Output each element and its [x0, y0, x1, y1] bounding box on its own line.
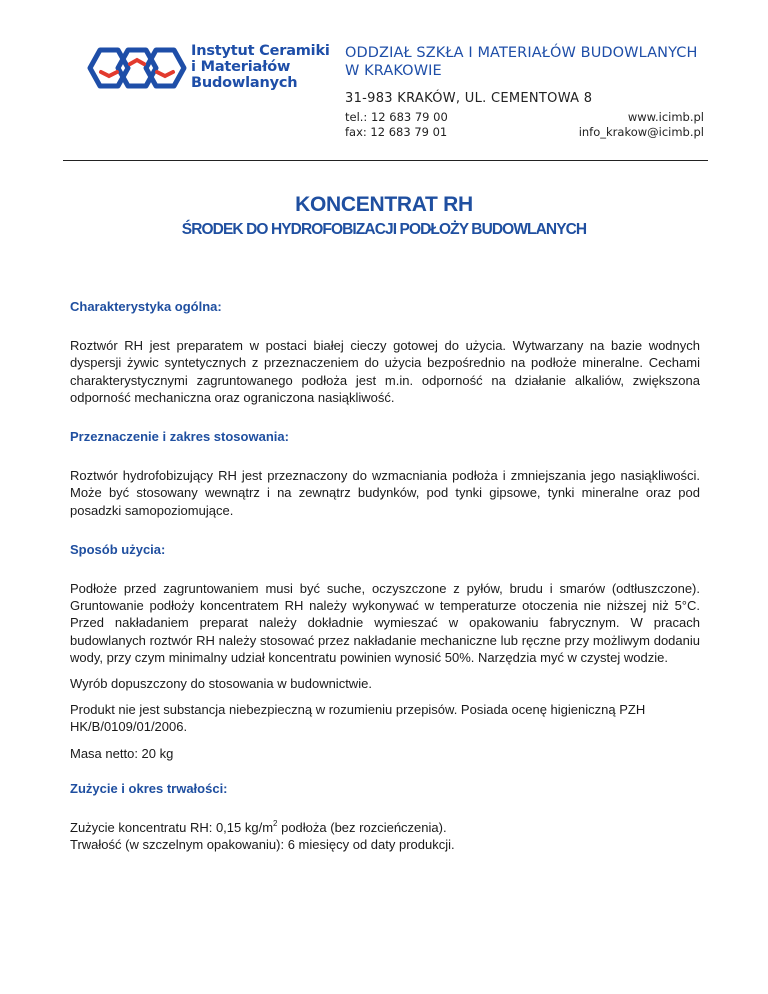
branch-name-line: ODDZIAŁ SZKŁA I MATERIAŁÓW BUDOWLANYCH: [345, 45, 698, 61]
header-divider: [63, 160, 708, 161]
institute-logo-icon: [84, 42, 188, 94]
safety-paragraph: Produkt nie jest substancja niebezpieczną w rozumieniu przepisów. Posiada ocenę higieniczną PZH HK/B/0109/01/2006.: [70, 702, 646, 735]
branch-name-line: W KRAKOWIE: [345, 63, 442, 79]
institute-name: [191, 43, 341, 91]
document-subtitle: ŚRODEK DO HYDROFOBIZACJI PODŁOŻY BUDOWLANYCH: [181, 221, 587, 238]
section-heading-consumption: Zużycie i okres trwałości:: [70, 780, 228, 796]
square-superscript: 2: [273, 819, 278, 829]
fax-number: fax: 12 683 79 01: [345, 125, 448, 139]
shelf-life-paragraph: Trwałość (w szczelnym opakowaniu): 6 miesięcy od daty produkcji.: [70, 837, 455, 853]
letterhead: [0, 0, 768, 170]
document-body: [70, 298, 700, 853]
telephone-number: tel.: 12 683 79 00: [345, 110, 448, 124]
document-title: KONCENTRAT RH: [295, 193, 473, 216]
institute-name-line: Budowlanych: [191, 75, 298, 91]
email-link[interactable]: info_krakow@icimb.pl: [578, 125, 704, 139]
usage-paragraph: Podłoże przed zagruntowaniem musi być suche, oczyszczone z pyłów, brudu i smarów (odtłuszczone). Gruntowanie podłoży koncentratem RH należy wykonywać w temperaturze otoczenia nie niższej niż 5°C. Przed nakładaniem preparat należy dokładnie wymieszać w opakowaniu fabrycznym. W pracach budowlanych roztwór RH należy stosować przez nakładanie mechaniczne lub ręczne przy możliwym dodaniu wody, przy czym minimalny udział koncentratu powinien wynosić 50%. Narzędzia myć w czystej wodzie.: [70, 581, 700, 665]
section-heading-characteristics: Charakterystyka ogólna:: [70, 299, 222, 314]
consumption-prefix: Zużycie koncentratu RH: 0,15 kg/m: [70, 820, 274, 836]
section-heading-purpose: Przeznaczenie i zakres stosowania:: [70, 429, 289, 445]
institute-name-line: Instytut Ceramiki: [191, 43, 330, 59]
characteristics-paragraph: Roztwór RH jest preparatem w postaci białej cieczy gotowej do użycia. Wytwarzany na bazie wodnych dyspersji żywic syntetycznych z przeznaczeniem do użycia bezpośrednio na podłoże mineralne. Cechami charakterystycznymi zagruntowanego podłoża jest m.in. odporność na działanie alkaliów, zwiększona odporność mechaniczna oraz ograniczona nasiąkliwość.: [70, 338, 700, 405]
purpose-paragraph: Roztwór hydrofobizujący RH jest przeznaczony do wzmacniania podłoża i zmniejszania jego nasiąkliwości. Może być stosowany wewnątrz i na zewnątrz budynków, pod tynki gipsowe, tynki mineralne oraz pod posadzki samopoziomujące.: [70, 468, 700, 518]
web-contact: [579, 110, 704, 140]
consumption-suffix: podłoża (bez rozcieńczenia).: [277, 820, 447, 836]
institute-name-line: i Materiałów: [191, 59, 291, 75]
phone-fax: [345, 110, 448, 140]
net-mass-paragraph: Masa netto: 20 kg: [70, 745, 174, 761]
website-link[interactable]: www.icimb.pl: [627, 110, 704, 124]
approval-paragraph: Wyrób dopuszczony do stosowania w budownictwie.: [70, 676, 372, 692]
branch-name: [345, 44, 725, 80]
consumption-paragraph: [70, 819, 700, 836]
section-heading-usage: Sposób użycia:: [70, 541, 166, 557]
postal-address: 31-983 KRAKÓW, UL. CEMENTOWA 8: [345, 91, 593, 106]
